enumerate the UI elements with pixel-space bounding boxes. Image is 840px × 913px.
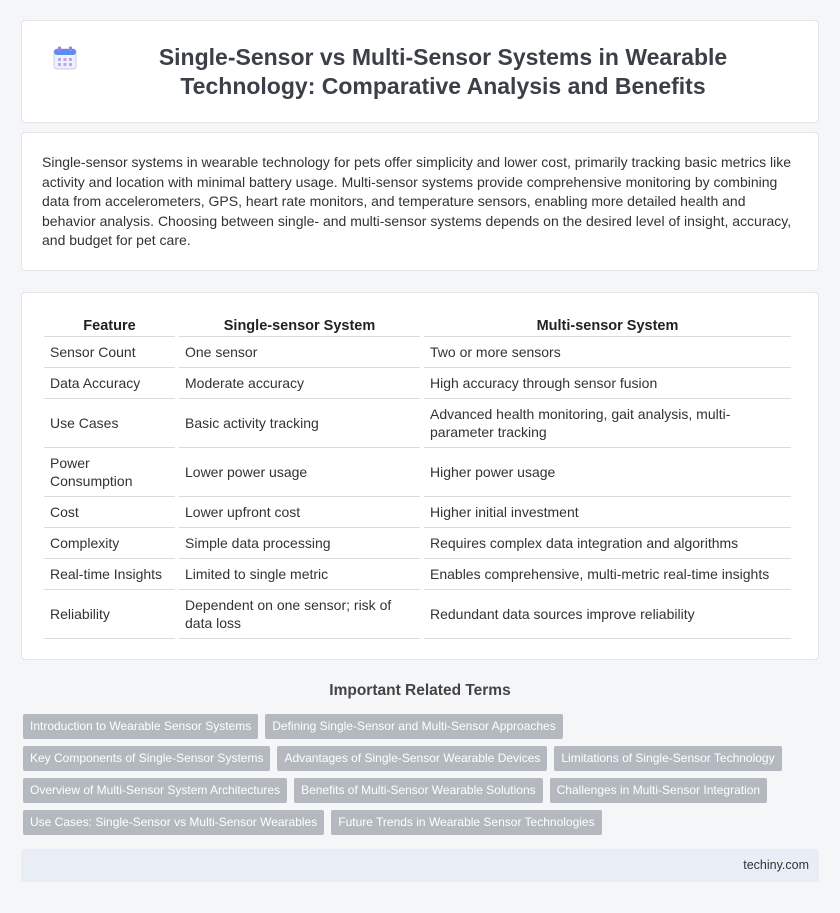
page-title: Single-Sensor vs Multi-Sensor Systems in Wearable Technology: Comparative Analysis and Benefits [158, 43, 728, 99]
table-row [44, 497, 791, 528]
table-row [44, 448, 791, 497]
table-row [44, 399, 791, 448]
row-feature: Reliability [44, 590, 175, 639]
related-term-tag[interactable]: Challenges in Multi-Sensor Integration [550, 778, 767, 803]
related-terms-list [23, 714, 823, 842]
row-single: Lower upfront cost [179, 497, 420, 528]
related-term-tag[interactable]: Benefits of Multi-Sensor Wearable Solutions [294, 778, 543, 803]
header-single-sensor: Single-sensor System [179, 313, 420, 337]
row-single: Basic activity tracking [179, 399, 420, 448]
comparison-card [21, 292, 819, 660]
title-row [22, 21, 818, 122]
row-single: Dependent on one sensor; risk of data loss [179, 590, 420, 639]
row-feature: Use Cases [44, 399, 175, 448]
calendar-icon [52, 45, 78, 71]
row-feature: Real-time Insights [44, 559, 175, 590]
related-term-tag[interactable]: Defining Single-Sensor and Multi-Sensor Approaches [265, 714, 563, 739]
related-term-tag[interactable]: Future Trends in Wearable Sensor Technologies [331, 810, 601, 835]
table-row [44, 559, 791, 590]
row-multi: Advanced health monitoring, gait analysis, multi-parameter tracking [424, 399, 791, 448]
table-row [44, 368, 791, 399]
related-term-tag[interactable]: Introduction to Wearable Sensor Systems [23, 714, 258, 739]
row-single: Simple data processing [179, 528, 420, 559]
table-header-row [44, 313, 791, 337]
title-card [21, 20, 819, 123]
related-term-tag[interactable]: Overview of Multi-Sensor System Architectures [23, 778, 287, 803]
row-feature: Complexity [44, 528, 175, 559]
related-term-tag[interactable]: Advantages of Single-Sensor Wearable Devices [277, 746, 547, 771]
row-multi: Redundant data sources improve reliability [424, 590, 791, 639]
row-single: Moderate accuracy [179, 368, 420, 399]
table-row [44, 337, 791, 368]
row-single: One sensor [179, 337, 420, 368]
header-multi-sensor: Multi-sensor System [424, 313, 791, 337]
row-multi: Enables comprehensive, multi-metric real-time insights [424, 559, 791, 590]
footer-site-link[interactable]: techiny.com [743, 858, 809, 872]
row-feature: Cost [44, 497, 175, 528]
related-term-tag[interactable]: Limitations of Single-Sensor Technology [554, 746, 781, 771]
row-multi: Requires complex data integration and algorithms [424, 528, 791, 559]
intro-paragraph: Single-sensor systems in wearable technology for pets offer simplicity and lower cost, primarily tracking basic metrics like activity and location with minimal battery usage. Multi-sensor systems provide comprehensive monitoring by combining data from accelerometers, GPS, heart rate monitors, and temperature sensors, enabling more detailed health and behavior analysis. Choosing between single- and multi-sensor systems depends on the desired level of insight, accuracy, and budget for pet care. [42, 154, 792, 248]
related-term-tag[interactable]: Use Cases: Single-Sensor vs Multi-Sensor Wearables [23, 810, 324, 835]
row-multi: Higher power usage [424, 448, 791, 497]
row-feature: Data Accuracy [44, 368, 175, 399]
row-feature: Power Consumption [44, 448, 175, 497]
row-multi: High accuracy through sensor fusion [424, 368, 791, 399]
row-single: Lower power usage [179, 448, 420, 497]
row-multi: Higher initial investment [424, 497, 791, 528]
footer [21, 849, 819, 882]
row-multi: Two or more sensors [424, 337, 791, 368]
table-row [44, 590, 791, 639]
related-terms-title: Important Related Terms [329, 682, 511, 699]
header-feature: Feature [44, 313, 175, 337]
intro-card [21, 132, 819, 271]
row-feature: Sensor Count [44, 337, 175, 368]
table-row [44, 528, 791, 559]
row-single: Limited to single metric [179, 559, 420, 590]
related-term-tag[interactable]: Key Components of Single-Sensor Systems [23, 746, 270, 771]
comparison-table [40, 313, 795, 639]
